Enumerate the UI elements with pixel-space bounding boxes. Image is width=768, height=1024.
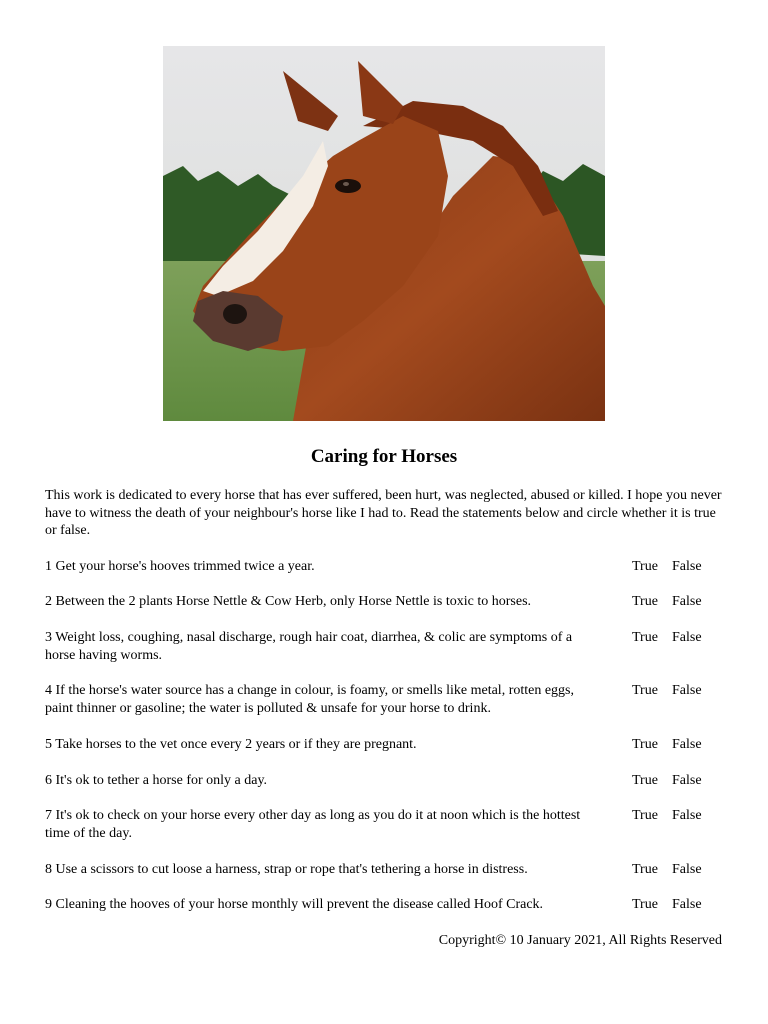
false-option[interactable]: False	[672, 594, 702, 609]
false-option[interactable]: False	[672, 630, 702, 645]
question-5: 5 Take horses to the vet once every 2 years or if they are pregnant.	[45, 737, 417, 752]
true-option[interactable]: True	[632, 808, 658, 823]
question-8: 8 Use a scissors to cut loose a harness, strap or rope that's tethering a horse in distress.	[45, 862, 528, 877]
question-7: 7 It's ok to check on your horse every other day as long as you do it at noon which is the hottest time of the day.	[45, 808, 581, 841]
answer-options-6	[632, 772, 702, 790]
answer-options-5	[632, 736, 702, 754]
true-option[interactable]: True	[632, 683, 658, 698]
false-option[interactable]: False	[672, 808, 702, 823]
question-9: 9 Cleaning the hooves of your horse monthly will prevent the disease called Hoof Crack.	[45, 897, 544, 912]
true-option[interactable]: True	[632, 773, 658, 788]
true-option[interactable]: True	[632, 630, 658, 645]
false-option[interactable]: False	[672, 773, 702, 788]
question-1: 1 Get your horse's hooves trimmed twice a year.	[45, 559, 315, 574]
false-option[interactable]: False	[672, 683, 702, 698]
answer-options-2	[632, 593, 702, 611]
answer-options-8	[632, 861, 702, 879]
horse-illustration	[163, 46, 605, 421]
false-option[interactable]: False	[672, 737, 702, 752]
answer-options-3	[632, 629, 702, 647]
question-6: 6 It's ok to tether a horse for only a day.	[45, 773, 268, 788]
question-4: 4 If the horse's water source has a change in colour, is foamy, or smells like metal, rotten eggs, paint thinner or gasoline; the water is polluted & unsafe for your horse to drink.	[45, 683, 575, 716]
answer-options-4	[632, 682, 702, 700]
question-3: 3 Weight loss, coughing, nasal discharge, rough hair coat, diarrhea, & colic are symptoms of a horse having worms.	[45, 630, 573, 663]
answer-options-9	[632, 896, 702, 914]
false-option[interactable]: False	[672, 862, 702, 877]
false-option[interactable]: False	[672, 559, 702, 574]
true-option[interactable]: True	[632, 897, 658, 912]
answer-options-7	[632, 807, 702, 825]
true-option[interactable]: True	[632, 862, 658, 877]
true-option[interactable]: True	[632, 594, 658, 609]
true-option[interactable]: True	[632, 559, 658, 574]
intro-paragraph: This work is dedicated to every horse that has ever suffered, been hurt, was neglected, abused or killed. I hope you never have to witness the death of your neighbour's horse like I had to. Read the statements below and circle whether it is true or false.	[45, 488, 722, 538]
answer-options-1	[632, 558, 702, 576]
false-option[interactable]: False	[672, 897, 702, 912]
copyright-notice: Copyright© 10 January 2021, All Rights Reserved	[438, 933, 722, 948]
horse-photo	[163, 46, 605, 421]
page-title: Caring for Horses	[310, 446, 458, 467]
question-2: 2 Between the 2 plants Horse Nettle & Cow Herb, only Horse Nettle is toxic to horses.	[45, 594, 532, 609]
true-option[interactable]: True	[632, 737, 658, 752]
